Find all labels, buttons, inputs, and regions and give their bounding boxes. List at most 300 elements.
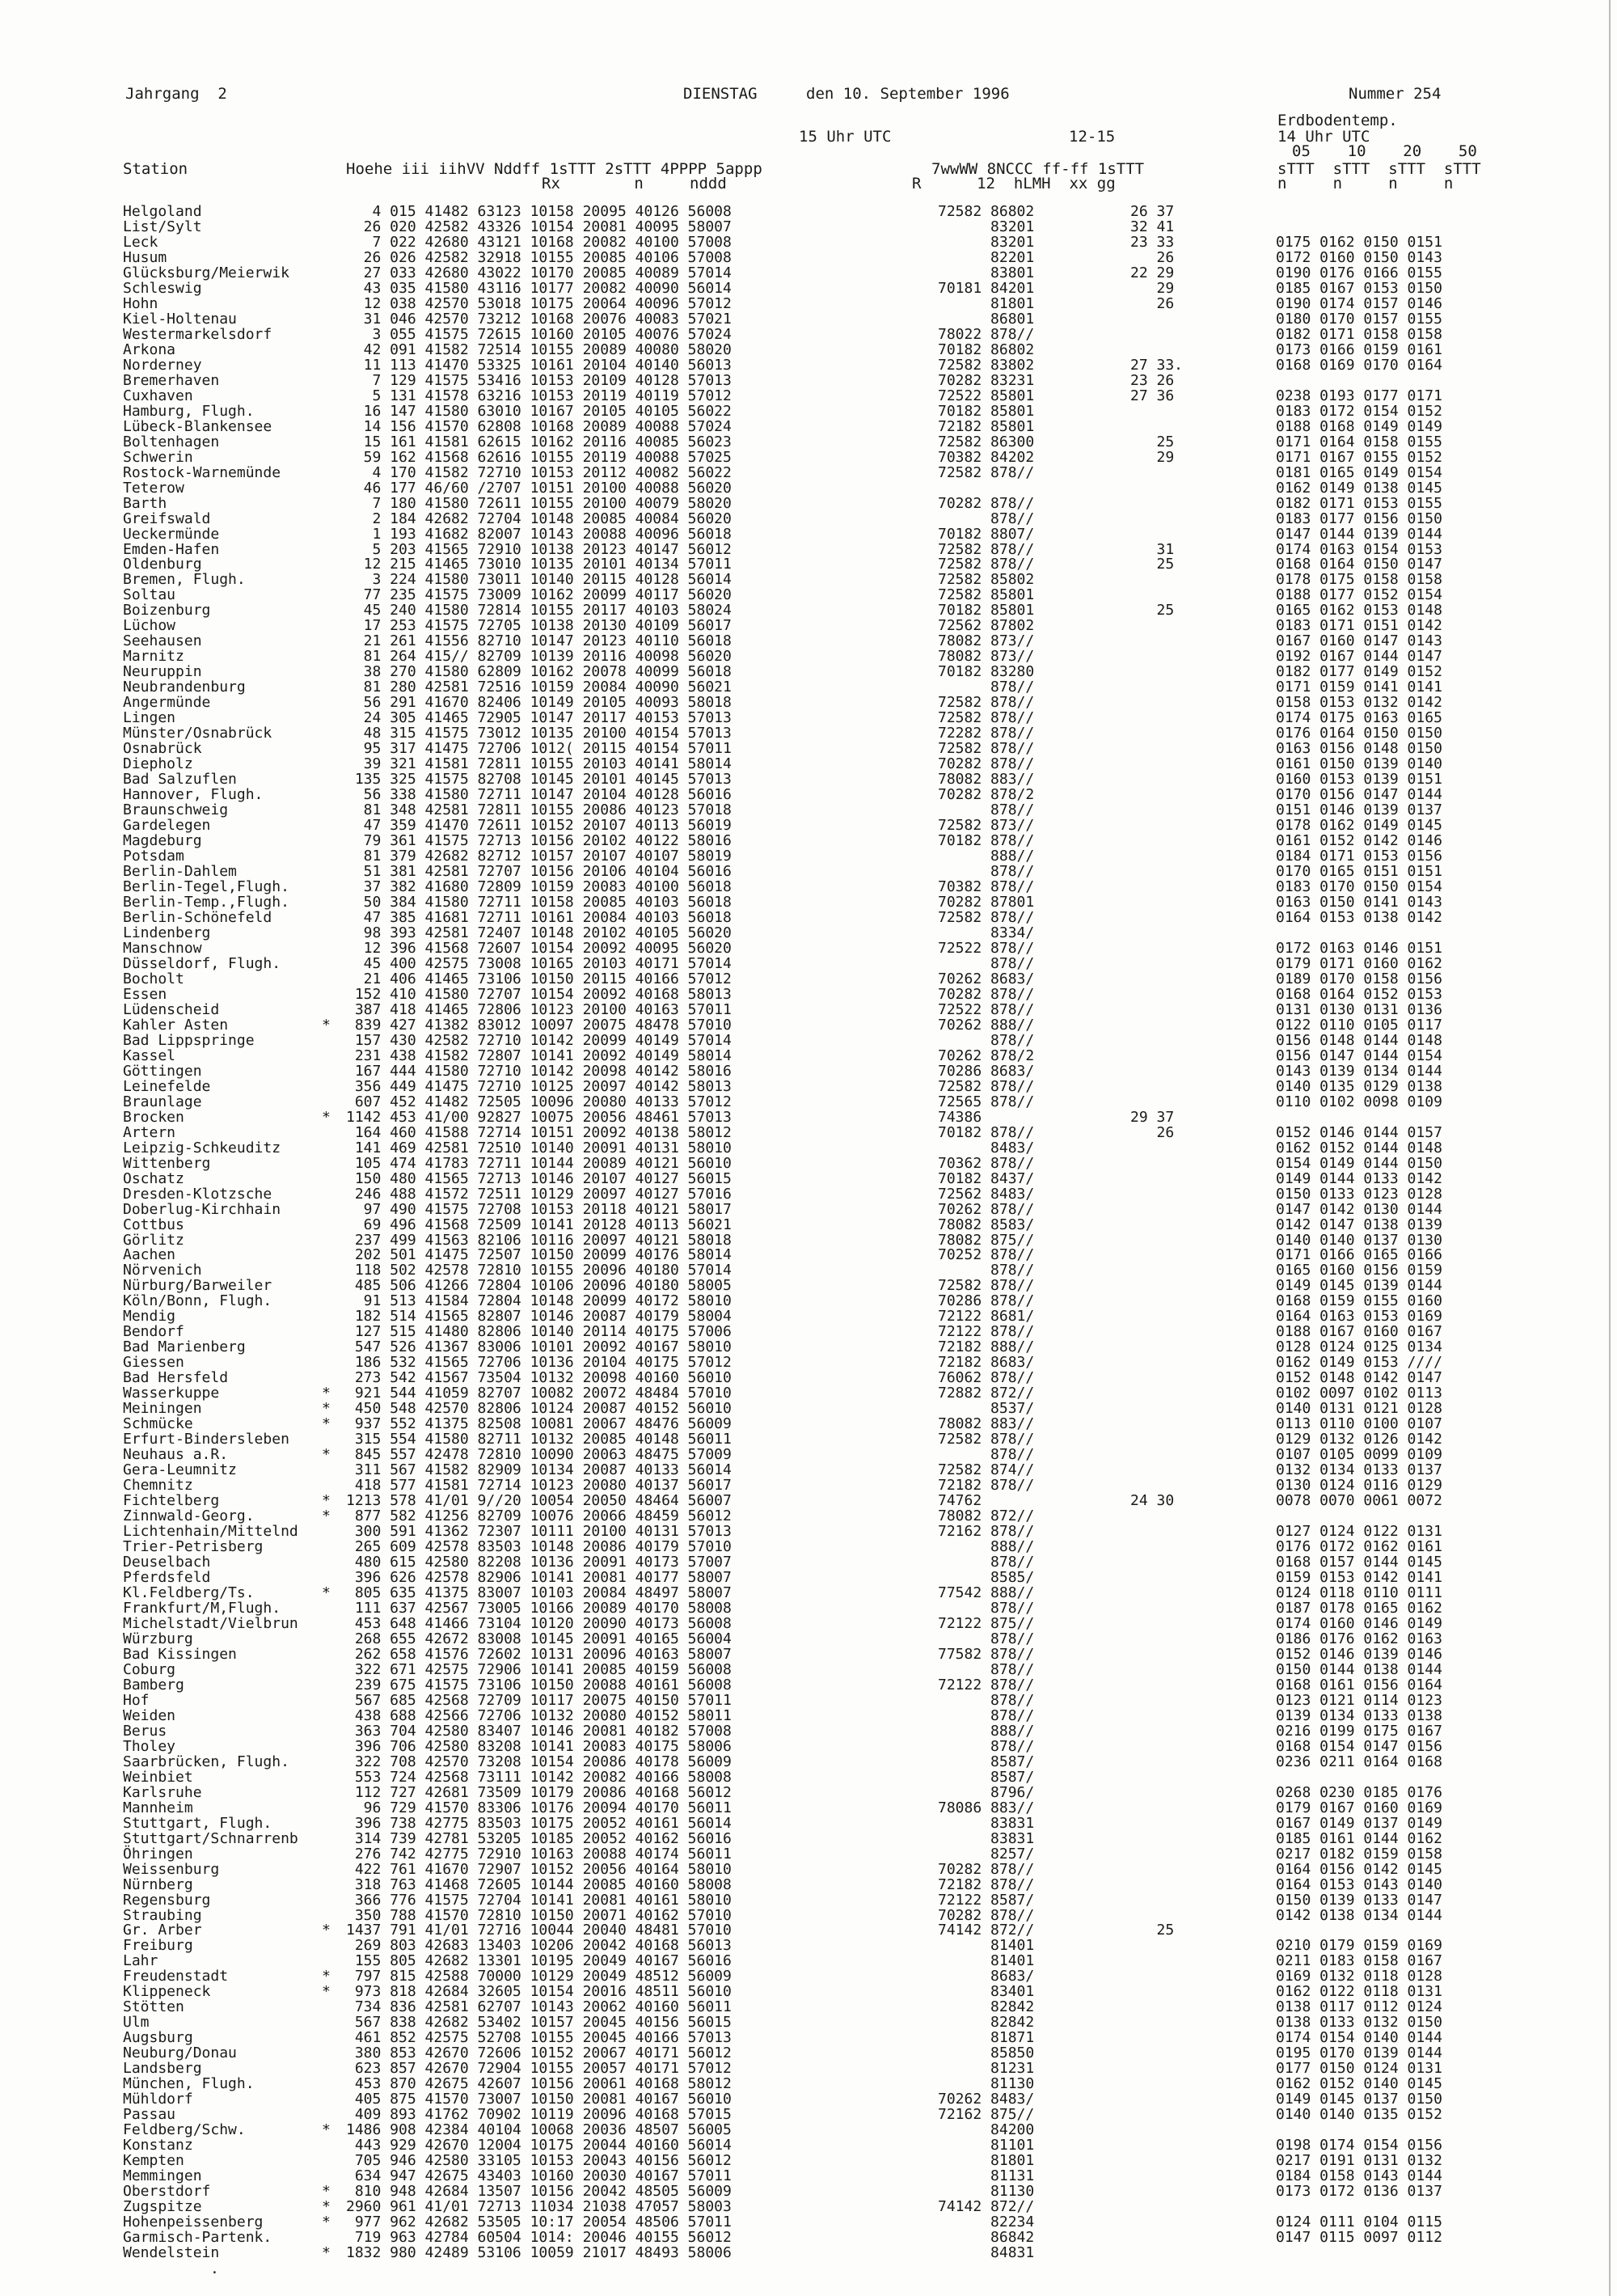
table-row — [0, 1968, 1609, 1985]
obs-group: 81101 — [938, 2137, 1035, 2154]
station-name: Karlsruhe — [123, 1783, 202, 1801]
table-row — [0, 2014, 1609, 2032]
table-row — [0, 1139, 1609, 1156]
mountain-marker: * — [322, 2214, 331, 2231]
soil-temps: 0130 0124 0116 0129 — [1276, 1477, 1442, 1495]
synop-code: 12 396 41568 72607 10154 20092 40095 56020 — [346, 939, 732, 957]
synop-code: 59 162 41568 62616 10155 20119 40088 57025 — [346, 448, 732, 466]
synop-code: 2 184 42682 72704 10148 20085 40084 56020 — [346, 510, 732, 527]
table-row — [0, 556, 1609, 573]
table-row — [0, 1262, 1609, 1279]
obs-group: 83801 — [938, 264, 1035, 281]
table-row — [0, 1523, 1609, 1541]
synop-code: 112 727 42681 73509 10179 20086 40168 56012 — [346, 1783, 732, 1801]
station-name: Bad Hersfeld — [123, 1369, 229, 1387]
obs-group: 82234 — [938, 2214, 1035, 2231]
synop-code: 2960 961 41/01 72713 11034 21038 47057 58003 — [346, 2198, 732, 2216]
station-name: Boltenhagen — [123, 433, 220, 450]
station-name: Wendelstein — [123, 2244, 220, 2262]
soil-temps: 0182 0171 0153 0155 — [1276, 494, 1442, 512]
table-row — [0, 2106, 1609, 2124]
soil-temps: 0178 0162 0149 0145 — [1276, 817, 1442, 835]
mountain-marker: * — [322, 1415, 331, 1433]
table-row — [0, 1169, 1609, 1187]
station-name: Bocholt — [123, 970, 184, 987]
soil-temps: 0129 0132 0126 0142 — [1276, 1431, 1442, 1448]
synop-code: 547 526 41367 83006 10101 20092 40167 58010 — [346, 1338, 732, 1356]
table-row — [0, 1569, 1609, 1586]
soil-temps: 0131 0130 0131 0136 — [1276, 1000, 1442, 1018]
obs-group: 878// — [938, 1706, 1035, 1724]
obs-group: 72182 8683/ — [938, 1354, 1035, 1372]
obs-group: 70181 84201 — [938, 279, 1035, 297]
code-header-1: Hoehe iii iihVV Nddff 1sTTT 2sTTT 4PPPP 5appp — [346, 160, 762, 178]
code-subheader-2: R 12 hLMH xx gg — [912, 175, 1116, 192]
synop-code: 607 452 41482 72505 10096 20080 40133 57012 — [346, 1093, 732, 1110]
table-row — [0, 1031, 1609, 1049]
station-name: München, Flugh. — [123, 2075, 255, 2093]
soil-temps: 0149 0144 0133 0142 — [1276, 1169, 1442, 1187]
table-row — [0, 2183, 1609, 2201]
table-row — [0, 1630, 1609, 1647]
station-name: Bad Marienberg — [123, 1338, 246, 1356]
scan-mark: · — [210, 2264, 219, 2281]
station-name: Memmingen — [123, 2167, 202, 2185]
table-row — [0, 709, 1609, 727]
soil-temps: 0152 0146 0139 0146 — [1276, 1645, 1442, 1663]
soil-temps: 0167 0160 0147 0143 — [1276, 632, 1442, 650]
soil-temps: 0152 0146 0144 0157 — [1276, 1123, 1442, 1141]
soil-temps: 0171 0159 0141 0141 — [1276, 679, 1442, 696]
station-name: Stötten — [123, 1998, 184, 2016]
synop-code: 17 253 41575 72705 10138 20130 40109 56017 — [346, 617, 732, 635]
table-row — [0, 340, 1609, 358]
soil-temps: 0184 0158 0143 0144 — [1276, 2167, 1442, 2185]
synop-code: 96 729 41570 83306 10176 20094 40170 56011 — [346, 1799, 732, 1816]
soil-temps: 0161 0152 0142 0146 — [1276, 832, 1442, 850]
synop-code: 396 626 42578 82906 10141 20081 40177 58007 — [346, 1569, 732, 1586]
obs-group: 78082 875// — [938, 1231, 1035, 1249]
table-row — [0, 356, 1609, 374]
wind-gust: 23 33 — [1130, 233, 1175, 251]
soil-temps: 0268 0230 0185 0176 — [1276, 1783, 1442, 1801]
wind-gust: 29 37 — [1130, 1108, 1175, 1126]
obs-group: 72122 8587/ — [938, 1891, 1035, 1909]
synop-code: 634 947 42675 43403 10160 20030 40167 57011 — [346, 2167, 732, 2185]
soil-temps: 0140 0131 0121 0128 — [1276, 1400, 1442, 1418]
obs-group: 8257/ — [938, 1845, 1035, 1863]
obs-group: 72582 878// — [938, 694, 1035, 712]
synop-code: 12 215 41465 73010 10135 20101 40134 57011 — [346, 556, 732, 573]
station-name: Oschatz — [123, 1169, 184, 1187]
station-name: Lübeck-Blankensee — [123, 417, 272, 435]
obs-group: 72162 878// — [938, 1523, 1035, 1541]
synop-code: 485 506 41266 72804 10106 20096 40180 58005 — [346, 1277, 732, 1295]
obs-group: 878// — [938, 1446, 1035, 1464]
synop-code: 91 513 41584 72804 10148 20099 40172 58010 — [346, 1292, 732, 1310]
soil-temps: 0189 0170 0158 0156 — [1276, 970, 1442, 987]
soil-temps: 0147 0144 0139 0144 — [1276, 525, 1442, 543]
synop-code: 77 235 41575 73009 10162 20099 40117 56020 — [346, 586, 732, 604]
table-row — [0, 1000, 1609, 1018]
synop-code: 480 615 42580 82208 10136 20091 40173 57007 — [346, 1554, 732, 1571]
synop-code: 98 393 42581 72407 10148 20102 40105 56020 — [346, 924, 732, 941]
obs-group: 70286 8683/ — [938, 1062, 1035, 1080]
station-name: Dresden-Klotzsche — [123, 1185, 272, 1203]
soil-temps: 0188 0177 0152 0154 — [1276, 586, 1442, 604]
soil-temps: 0140 0135 0129 0138 — [1276, 1077, 1442, 1095]
table-row — [0, 1108, 1609, 1126]
soil-temps: 0236 0211 0164 0168 — [1276, 1753, 1442, 1770]
synop-code: 111 637 42567 73005 10166 20089 40170 58008 — [346, 1599, 732, 1617]
table-row — [0, 494, 1609, 512]
obs-group: 878// — [938, 1691, 1035, 1709]
synop-code: 719 963 42784 60504 1014: 20046 40155 56012 — [346, 2229, 732, 2247]
synop-code: 314 739 42781 53205 10185 20052 40162 56016 — [346, 1829, 732, 1847]
obs-group: 72582 874// — [938, 1461, 1035, 1479]
synop-code: 380 853 42670 72606 10152 20067 40171 56012 — [346, 2044, 732, 2062]
synop-code: 276 742 42775 72910 10163 20088 40174 56011 — [346, 1845, 732, 1863]
soil-temps: 0113 0110 0100 0107 — [1276, 1415, 1442, 1433]
table-row — [0, 1706, 1609, 1724]
synop-code: 56 338 41580 72711 10147 20104 40128 56016 — [346, 786, 732, 804]
table-row — [0, 1891, 1609, 1909]
obs-group: 72122 8681/ — [938, 1308, 1035, 1326]
station-name: Lüdenscheid — [123, 1000, 220, 1018]
synop-code: 37 382 41680 72809 10159 20083 40100 56018 — [346, 878, 732, 895]
synop-code: 39 321 41581 72811 10155 20103 40141 58014 — [346, 755, 732, 773]
obs-group: 72582 878// — [938, 908, 1035, 926]
erdboden-time: 14 Uhr UTC — [1277, 128, 1370, 146]
soil-temps: 0169 0132 0118 0128 — [1276, 1968, 1442, 1985]
page-edge — [1609, 0, 1611, 2296]
obs-group: 78086 883// — [938, 1799, 1035, 1816]
wind-gust: 26 — [1130, 248, 1175, 266]
table-row — [0, 648, 1609, 666]
soil-temps: 0179 0171 0160 0162 — [1276, 954, 1442, 972]
synop-code: 118 502 42578 72810 10155 20096 40180 57014 — [346, 1262, 732, 1279]
obs-group: 70182 878// — [938, 832, 1035, 850]
obs-group: 81801 — [938, 2152, 1035, 2170]
station-name: Norderney — [123, 356, 202, 374]
table-row — [0, 1845, 1609, 1863]
station-name: Glücksburg/Meierwik — [123, 264, 289, 281]
obs-group: 878// — [938, 1737, 1035, 1755]
obs-group: 83831 — [938, 1814, 1035, 1832]
synop-code: 366 776 41575 72704 10141 20081 40161 58010 — [346, 1891, 732, 1909]
obs-group: 72182 85801 — [938, 417, 1035, 435]
synop-code: 1832 980 42489 53106 10059 21017 48493 58006 — [346, 2244, 732, 2262]
synop-code: 262 658 41576 72602 10131 20096 40163 58007 — [346, 1645, 732, 1663]
synop-code: 443 929 42670 12004 10175 20044 40160 56014 — [346, 2137, 732, 2154]
soil-temps: 0165 0160 0156 0159 — [1276, 1262, 1442, 1279]
table-row — [0, 1554, 1609, 1571]
obs-group: 878// — [938, 863, 1035, 881]
table-row — [0, 1660, 1609, 1678]
station-name: Freudenstadt — [123, 1968, 229, 1985]
obs-group: 70282 878// — [938, 1860, 1035, 1878]
table-row — [0, 863, 1609, 881]
obs-group: 81131 — [938, 2167, 1035, 2185]
table-row — [0, 2075, 1609, 2093]
station-name: Artern — [123, 1123, 176, 1141]
table-row — [0, 939, 1609, 957]
synop-code: 845 557 42478 72810 10090 20063 48475 57009 — [346, 1446, 732, 1464]
synop-code: 5 203 41565 72910 10138 20123 40147 56012 — [346, 540, 732, 558]
obs-group: 82842 — [938, 1998, 1035, 2016]
soil-temps: 0138 0117 0112 0124 — [1276, 1998, 1442, 2016]
synop-code: 81 264 415// 82709 10139 20116 40098 56020 — [346, 648, 732, 666]
soil-temps: 0183 0177 0156 0150 — [1276, 510, 1442, 527]
wind-gust: 22 29 — [1130, 264, 1175, 281]
table-row — [0, 1645, 1609, 1663]
synop-code: 461 852 42575 52708 10155 20045 40166 57013 — [346, 2029, 732, 2047]
soil-temps: 0162 0122 0118 0131 — [1276, 1983, 1442, 2001]
obs-group: 72122 875// — [938, 1614, 1035, 1632]
table-row — [0, 1047, 1609, 1064]
synop-code: 15 161 41581 62615 10162 20116 40085 56023 — [346, 433, 732, 450]
obs-group: 70262 8683/ — [938, 970, 1035, 987]
table-row — [0, 1599, 1609, 1617]
obs-group: 78082 8583/ — [938, 1216, 1035, 1233]
station-name: Kiel-Holtenau — [123, 310, 237, 328]
table-row — [0, 2044, 1609, 2062]
table-row — [0, 1676, 1609, 1693]
obs-group: 70182 8807/ — [938, 525, 1035, 543]
obs-group: 70282 83231 — [938, 371, 1035, 389]
obs-group: 72582 878// — [938, 1077, 1035, 1095]
synop-code: 4 015 41482 63123 10158 20095 40126 56008 — [346, 203, 732, 220]
mountain-marker: * — [322, 1507, 331, 1525]
obs-group: 72582 878// — [938, 540, 1035, 558]
soil-header-1: sTTT sTTT sTTT sTTT — [1277, 160, 1481, 178]
synop-code: 56 291 41670 82406 10149 20105 40093 58018 — [346, 694, 732, 712]
synop-code: 973 818 42684 32605 10154 20016 48511 56010 — [346, 1983, 732, 2001]
table-row — [0, 786, 1609, 804]
obs-group: 72582 83802 — [938, 356, 1035, 374]
station-name: Lichtenhain/Mittelnd — [123, 1523, 298, 1541]
station-name: Neuruppin — [123, 663, 202, 681]
soil-temps: 0150 0139 0133 0147 — [1276, 1891, 1442, 1909]
table-row — [0, 1323, 1609, 1341]
table-row — [0, 1154, 1609, 1172]
obs-group: 82842 — [938, 2014, 1035, 2032]
mountain-marker: * — [322, 2121, 331, 2139]
station-name: Trier-Petrisberg — [123, 1538, 264, 1556]
synop-code: 167 444 41580 72710 10142 20098 40142 58016 — [346, 1062, 732, 1080]
obs-group: 8585/ — [938, 1569, 1035, 1586]
obs-group: 81871 — [938, 2029, 1035, 2047]
obs-group: 81401 — [938, 1937, 1035, 1955]
synop-code: 418 577 41581 72714 10123 20080 40137 56017 — [346, 1477, 732, 1495]
synop-code: 810 948 42684 13507 10156 20042 48505 56009 — [346, 2183, 732, 2201]
synop-code: 1 193 41682 82007 10143 20088 40096 56018 — [346, 525, 732, 543]
table-row — [0, 771, 1609, 789]
synop-code: 127 515 41480 82806 10140 20114 40175 57006 — [346, 1323, 732, 1341]
synop-code: 246 488 41572 72511 10129 20097 40127 57016 — [346, 1185, 732, 1203]
wind-gust: 25 — [1130, 433, 1175, 450]
date-label: den 10. September 1996 — [806, 85, 1010, 103]
table-row — [0, 1722, 1609, 1740]
table-row — [0, 371, 1609, 389]
obs-group: 83201 — [938, 233, 1035, 251]
soil-temps: 0164 0163 0153 0169 — [1276, 1308, 1442, 1326]
station-name: Potsdam — [123, 848, 184, 865]
table-row — [0, 1185, 1609, 1203]
table-row — [0, 2214, 1609, 2231]
soil-temps: 0159 0153 0142 0141 — [1276, 1569, 1442, 1586]
synop-code: 4 170 41582 72710 10153 20112 40082 56022 — [346, 463, 732, 481]
soil-temps: 0178 0175 0158 0158 — [1276, 571, 1442, 589]
obs-group: 74386 — [938, 1108, 982, 1126]
table-row — [0, 908, 1609, 926]
synop-code: 977 962 42682 53505 10:17 20054 48506 57011 — [346, 2214, 732, 2231]
obs-group: 81130 — [938, 2183, 1035, 2201]
station-name: Seehausen — [123, 632, 202, 650]
table-row — [0, 2198, 1609, 2216]
table-row — [0, 417, 1609, 435]
obs-group: 70362 878// — [938, 1154, 1035, 1172]
station-name: Cottbus — [123, 1216, 184, 1233]
obs-group: 878// — [938, 679, 1035, 696]
soil-temps: 0188 0167 0160 0167 — [1276, 1323, 1442, 1341]
table-row — [0, 1415, 1609, 1433]
table-row — [0, 617, 1609, 635]
soil-temps: 0238 0193 0177 0171 — [1276, 387, 1442, 404]
station-name: Braunschweig — [123, 801, 229, 819]
table-row — [0, 325, 1609, 343]
station-name: Lingen — [123, 709, 176, 727]
wind-gust: 29 — [1130, 279, 1175, 297]
obs-group: 72122 878// — [938, 1676, 1035, 1693]
synop-code: 438 688 42566 72706 10132 20080 40152 58011 — [346, 1706, 732, 1724]
table-row — [0, 985, 1609, 1003]
table-row — [0, 1538, 1609, 1556]
soil-temps: 0176 0172 0162 0161 — [1276, 1538, 1442, 1556]
obs-group: 72582 878// — [938, 463, 1035, 481]
obs-group: 86801 — [938, 310, 1035, 328]
obs-group: 74142 872// — [938, 2198, 1035, 2216]
station-name: Emden-Hafen — [123, 540, 220, 558]
obs-group: 70252 878// — [938, 1246, 1035, 1264]
obs-group: 8683/ — [938, 1968, 1035, 1985]
soil-temps: 0140 0140 0137 0130 — [1276, 1231, 1442, 1249]
obs-group: 878// — [938, 1599, 1035, 1617]
wind-gust: 26 — [1130, 1123, 1175, 1141]
obs-group: 82201 — [938, 248, 1035, 266]
synop-code: 7 022 42680 43121 10168 20082 40100 57008 — [346, 233, 732, 251]
obs-group: 878// — [938, 954, 1035, 972]
obs-group: 8587/ — [938, 1753, 1035, 1770]
table-row — [0, 2121, 1609, 2139]
table-row — [0, 2244, 1609, 2262]
soil-temps: 0183 0170 0150 0154 — [1276, 878, 1442, 895]
synop-code: 567 838 42682 53402 10157 20045 40156 56015 — [346, 2014, 732, 2032]
table-row — [0, 817, 1609, 835]
soil-temps: 0177 0150 0124 0131 — [1276, 2060, 1442, 2078]
soil-temps: 0180 0170 0157 0155 — [1276, 310, 1442, 328]
table-row — [0, 1875, 1609, 1893]
station-name: Hamburg, Flugh. — [123, 402, 255, 420]
station-name: Berlin-Temp.,Flugh. — [123, 893, 289, 911]
obs-group: 72582 878// — [938, 1431, 1035, 1448]
synop-code: 47 385 41681 72711 10161 20084 40103 56018 — [346, 908, 732, 926]
station-name: Bremen, Flugh. — [123, 571, 246, 589]
synop-code: 21 406 41465 73106 10150 20115 40166 57012 — [346, 970, 732, 987]
synop-code: 50 384 41580 72711 10158 20085 40103 56018 — [346, 893, 732, 911]
synop-code: 27 033 42680 43022 10170 20085 40089 57014 — [346, 264, 732, 281]
table-row — [0, 2152, 1609, 2170]
soil-temps: 0168 0169 0170 0164 — [1276, 356, 1442, 374]
station-name: Pferdsfeld — [123, 1569, 211, 1586]
soil-temps: 0139 0134 0133 0138 — [1276, 1706, 1442, 1724]
station-name: Garmisch-Partenk. — [123, 2229, 272, 2247]
soil-temps: 0185 0167 0153 0150 — [1276, 279, 1442, 297]
table-row — [0, 1231, 1609, 1249]
obs-group: 72562 8483/ — [938, 1185, 1035, 1203]
table-row — [0, 2229, 1609, 2247]
obs-group: 70286 878// — [938, 1292, 1035, 1310]
station-name: Boizenburg — [123, 602, 211, 619]
obs-group: 8537/ — [938, 1400, 1035, 1418]
synop-code: 38 270 41580 62809 10162 20078 40099 56018 — [346, 663, 732, 681]
table-row — [0, 755, 1609, 773]
obs-group: 70282 87801 — [938, 893, 1035, 911]
table-row — [0, 1477, 1609, 1495]
synop-code: 1142 453 41/00 92827 10075 20056 48461 57013 — [346, 1108, 732, 1126]
soil-temps: 0122 0110 0105 0117 — [1276, 1016, 1442, 1034]
obs-group: 72582 878// — [938, 556, 1035, 573]
station-name: Nürburg/Barweiler — [123, 1277, 272, 1295]
obs-group: 81401 — [938, 1952, 1035, 1970]
obs-group: 83201 — [938, 218, 1035, 235]
soil-temps: 0181 0165 0149 0154 — [1276, 463, 1442, 481]
synop-code: 12 038 42570 53018 10175 20064 40096 57012 — [346, 294, 732, 312]
obs-group: 84200 — [938, 2121, 1035, 2139]
synop-code: 567 685 42568 72709 10117 20075 40150 57011 — [346, 1691, 732, 1709]
table-row — [0, 602, 1609, 619]
wind-gust: 29 — [1130, 448, 1175, 466]
station-name: Manschnow — [123, 939, 202, 957]
table-row — [0, 2167, 1609, 2185]
synop-code: 135 325 41575 82708 10145 20101 40145 57013 — [346, 771, 732, 789]
table-row — [0, 510, 1609, 527]
table-row — [0, 1338, 1609, 1356]
mountain-marker: * — [322, 1968, 331, 1985]
soil-temps: 0171 0164 0158 0155 — [1276, 433, 1442, 450]
obs-group: 70282 878// — [938, 755, 1035, 773]
soil-temps: 0175 0162 0150 0151 — [1276, 233, 1442, 251]
synop-code: 239 675 41575 73106 10150 20088 40161 56008 — [346, 1676, 732, 1693]
obs-group: 70182 86802 — [938, 340, 1035, 358]
soil-temps: 0165 0162 0153 0148 — [1276, 602, 1442, 619]
station-name: Schwerin — [123, 448, 193, 466]
soil-temps: 0176 0164 0150 0150 — [1276, 725, 1442, 742]
wind-gust: 31 — [1130, 540, 1175, 558]
synop-code: 26 026 42582 32918 10155 20085 40106 57008 — [346, 248, 732, 266]
soil-temps: 0143 0139 0134 0144 — [1276, 1062, 1442, 1080]
synop-code: 45 400 42575 73008 10165 20103 40171 57014 — [346, 954, 732, 972]
station-name: Husum — [123, 248, 167, 266]
soil-temps: 0170 0156 0147 0144 — [1276, 786, 1442, 804]
station-name: Soltau — [123, 586, 176, 604]
station-name: Nürnberg — [123, 1875, 193, 1893]
table-row — [0, 632, 1609, 650]
table-row — [0, 1783, 1609, 1801]
station-name: Cuxhaven — [123, 387, 193, 404]
station-name: Barth — [123, 494, 167, 512]
soil-temps: 0174 0175 0163 0165 — [1276, 709, 1442, 727]
